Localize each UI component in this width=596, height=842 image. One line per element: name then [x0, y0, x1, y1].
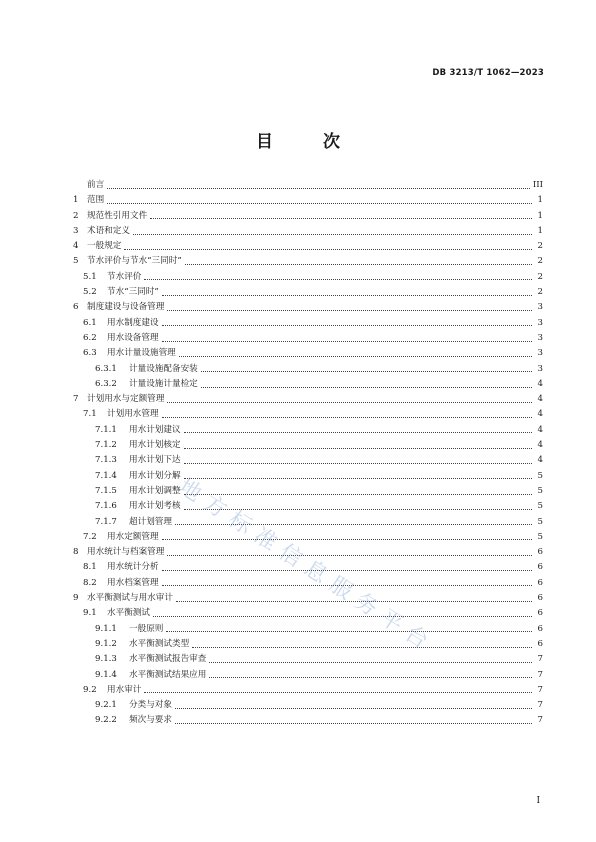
toc-entry-page: 7 — [537, 684, 543, 695]
toc-entry[interactable] — [73, 698, 543, 713]
toc-entry-number: 9.1.4 — [95, 669, 117, 680]
toc-entry-number: 6.1 — [83, 317, 97, 328]
toc-entry-title: 水平衡测试报告审查 — [129, 654, 207, 665]
toc-entry-number: 9.2 — [83, 684, 97, 695]
toc-entry[interactable] — [73, 683, 543, 698]
toc-entry-title: 一般规定 — [87, 241, 122, 252]
toc-entry-title: 用水审计 — [107, 684, 142, 695]
toc-entry-number: 8 — [73, 547, 79, 558]
toc-leader-dots — [162, 416, 532, 418]
toc-entry-title: 用水设备管理 — [107, 332, 159, 343]
toc-leader-dots — [107, 187, 530, 189]
toc-entry-page: 6 — [537, 547, 543, 558]
toc-leader-dots — [167, 309, 532, 311]
toc-leader-dots — [185, 263, 532, 265]
toc-entry-number: 7.1 — [83, 409, 97, 420]
toc-entry[interactable] — [73, 407, 543, 422]
toc-entry-page: 7 — [537, 669, 543, 680]
toc-leader-dots — [150, 217, 532, 219]
toc-entry[interactable] — [73, 606, 543, 621]
toc-leader-dots — [153, 615, 532, 617]
toc-entry-page: 6 — [537, 623, 543, 634]
toc-leader-dots — [144, 278, 532, 280]
toc-leader-dots — [209, 661, 532, 663]
toc-entry-title: 节水评价与节水“三同时” — [87, 256, 182, 267]
toc-entry-title: 水平衡测试 — [107, 608, 150, 619]
toc-entry-number: 9.2.2 — [95, 715, 117, 726]
toc-entry-number: 9.1 — [83, 608, 97, 619]
toc-entry-number: 7.1.5 — [95, 485, 117, 496]
toc-entry-title: 用水计划建议 — [129, 424, 181, 435]
toc-entry-page: 7 — [537, 654, 543, 665]
toc-entry-title: 计量设施计量检定 — [129, 378, 198, 389]
toc-entry-title: 一般原则 — [129, 623, 164, 634]
toc-leader-dots — [124, 248, 532, 250]
toc-entry-title: 超计划管理 — [129, 516, 172, 527]
toc-leader-dots — [133, 233, 532, 235]
toc-entry-number: 8.2 — [83, 577, 97, 588]
toc-entry-title: 用水统计分析 — [107, 562, 159, 573]
toc-entry-number: 7.1.6 — [95, 501, 117, 512]
toc-entry-title: 制度建设与设备管理 — [87, 302, 165, 313]
toc-leader-dots — [184, 477, 532, 479]
toc-entry-page: 1 — [537, 225, 543, 236]
toc-entry-number: 1 — [73, 195, 79, 206]
toc-entry-number: 6.3.2 — [95, 378, 117, 389]
toc-leader-dots — [184, 462, 532, 464]
toc-leader-dots — [184, 447, 532, 449]
toc-entry[interactable] — [73, 453, 543, 468]
toc-entry-number: 5.2 — [83, 287, 97, 298]
toc-entry-title: 用水计划核定 — [129, 440, 181, 451]
toc-entry-page: 1 — [537, 210, 543, 221]
toc-entry-page: 5 — [537, 501, 543, 512]
toc-entry[interactable] — [73, 668, 543, 683]
toc-entry[interactable] — [73, 392, 543, 407]
toc-entry-number: 5.1 — [83, 271, 97, 282]
toc-entry[interactable] — [73, 622, 543, 637]
toc-entry-title: 规范性引用文件 — [87, 210, 148, 221]
toc-entry-page: 2 — [537, 256, 543, 267]
toc-entry-page: 3 — [537, 317, 543, 328]
toc-entry-number: 7.1.3 — [95, 455, 117, 466]
toc-entry-title: 分类与对象 — [129, 700, 172, 711]
toc-leader-dots — [107, 202, 532, 204]
toc-leader-dots — [175, 722, 532, 724]
toc-entry-number: 7.1.7 — [95, 516, 117, 527]
page-number: I — [536, 796, 540, 806]
toc-entry-title: 水平衡测试与用水审计 — [87, 593, 173, 604]
toc-entry-page: 5 — [537, 470, 543, 481]
toc-entry-number: 6.3.1 — [95, 363, 117, 374]
toc-entry-number: 9.1.1 — [95, 623, 117, 634]
watermark: 地方标准信息服务平台 — [173, 474, 439, 659]
toc-entry[interactable] — [73, 484, 543, 499]
toc-entry-page: 2 — [537, 271, 543, 282]
toc-entry[interactable] — [73, 469, 543, 484]
toc-entry-title: 用水计划考核 — [129, 501, 181, 512]
toc-entry-page: 4 — [537, 409, 543, 420]
toc-leader-dots — [179, 355, 532, 357]
toc-entry[interactable] — [73, 499, 543, 514]
toc-entry[interactable] — [73, 300, 543, 315]
toc-entry-title: 节水评价 — [107, 271, 142, 282]
toc-entry[interactable] — [73, 285, 543, 300]
toc-entry-number: 6.3 — [83, 348, 97, 359]
toc-entry-number: 5 — [73, 256, 79, 267]
document-code: DB 3213/T 1062—2023 — [432, 68, 544, 78]
toc-entry[interactable] — [73, 224, 543, 239]
toc-entry-title: 范围 — [87, 195, 105, 206]
toc-entry-number: 8.1 — [83, 562, 97, 573]
toc-entry-page: 3 — [537, 348, 543, 359]
toc-entry-title: 术语和定义 — [87, 225, 130, 236]
toc-leader-dots — [167, 401, 532, 403]
toc-entry[interactable] — [73, 178, 543, 193]
toc-entry-number: 7.2 — [83, 531, 97, 542]
toc-entry-title: 用水计划下达 — [129, 455, 181, 466]
toc-entry-number: 4 — [73, 241, 79, 252]
toc-entry[interactable] — [73, 209, 543, 224]
toc-entry-number: 9.1.2 — [95, 638, 117, 649]
toc-entry-page: 4 — [537, 455, 543, 466]
toc-entry-page: 6 — [537, 638, 543, 649]
toc-entry-number: 2 — [73, 210, 79, 221]
toc-entry[interactable] — [73, 362, 543, 377]
toc-leader-dots — [144, 691, 532, 693]
toc-entry-title: 用水定额管理 — [107, 531, 159, 542]
toc-entry-title: 用水计量设施管理 — [107, 348, 176, 359]
toc-entry-page: 6 — [537, 562, 543, 573]
toc-leader-dots — [162, 324, 532, 326]
toc-entry[interactable] — [73, 270, 543, 285]
toc-entry-page: 4 — [537, 440, 543, 451]
toc-entry-page: 6 — [537, 577, 543, 588]
toc-entry-number: 9 — [73, 593, 79, 604]
toc-entry[interactable] — [73, 316, 543, 331]
toc-entry-page: 5 — [537, 516, 543, 527]
toc-leader-dots — [184, 493, 532, 495]
toc-leader-dots — [175, 707, 532, 709]
toc-entry-title: 用水统计与档案管理 — [87, 547, 165, 558]
toc-entry-title: 节水“三同时” — [107, 287, 159, 298]
toc-entry[interactable] — [73, 423, 543, 438]
toc-entry[interactable] — [73, 193, 543, 208]
toc-entry-page: 3 — [537, 302, 543, 313]
toc-entry-title: 用水制度建设 — [107, 317, 159, 328]
toc-entry-page: 7 — [537, 715, 543, 726]
toc-entry-title: 水平衡测试结果应用 — [129, 669, 207, 680]
toc-entry-title: 前言 — [87, 180, 105, 190]
toc-entry-number: 3 — [73, 225, 79, 236]
toc-entry[interactable] — [73, 652, 543, 667]
toc-entry[interactable] — [73, 346, 543, 361]
toc-entry-number: 6 — [73, 302, 79, 313]
toc-leader-dots — [162, 340, 532, 342]
toc-leader-dots — [167, 554, 532, 556]
toc-entry-page: 6 — [537, 593, 543, 604]
toc-leader-dots — [162, 569, 532, 571]
toc-leader-dots — [184, 431, 532, 433]
toc-entry-number: 7.1.4 — [95, 470, 117, 481]
toc-entry-page: 2 — [537, 287, 543, 298]
toc-entry[interactable] — [73, 515, 543, 530]
toc-entry-title: 频次与要求 — [129, 715, 172, 726]
toc-entry-number: 6.2 — [83, 332, 97, 343]
toc-entry-page: 4 — [537, 378, 543, 389]
toc-entry[interactable] — [73, 331, 543, 346]
page-title: 目 次 — [256, 132, 362, 152]
toc-entry-page: III — [532, 180, 543, 190]
toc-entry-number: 9.1.3 — [95, 654, 117, 665]
toc-entry[interactable] — [73, 254, 543, 269]
toc-leader-dots — [162, 294, 532, 296]
toc-entry-page: 4 — [537, 424, 543, 435]
toc-entry-page: 5 — [537, 531, 543, 542]
toc-leader-dots — [166, 630, 532, 632]
table-of-contents — [73, 178, 543, 729]
toc-entry[interactable] — [73, 530, 543, 545]
toc-entry[interactable] — [73, 637, 543, 652]
toc-entry-title: 用水计划分解 — [129, 470, 181, 481]
toc-entry-title: 计划用水与定额管理 — [87, 394, 165, 405]
toc-entry-page: 3 — [537, 363, 543, 374]
toc-leader-dots — [192, 646, 532, 648]
toc-entry[interactable] — [73, 239, 543, 254]
toc-entry-page: 4 — [537, 394, 543, 405]
toc-entry-number: 7 — [73, 394, 79, 405]
toc-entry-page: 2 — [537, 241, 543, 252]
toc-entry[interactable] — [73, 377, 543, 392]
toc-entry-page: 7 — [537, 700, 543, 711]
toc-entry[interactable] — [73, 591, 543, 606]
toc-entry-number: 7.1.2 — [95, 440, 117, 451]
toc-leader-dots — [201, 386, 532, 388]
toc-entry-page: 1 — [537, 195, 543, 206]
toc-entry-page: 3 — [537, 332, 543, 343]
toc-leader-dots — [162, 538, 532, 540]
toc-leader-dots — [209, 676, 532, 678]
toc-entry-title: 计划用水管理 — [107, 409, 159, 420]
toc-entry-title: 计量设施配备安装 — [129, 363, 198, 374]
toc-entry-number: 9.2.1 — [95, 700, 117, 711]
toc-entry-title: 水平衡测试类型 — [129, 638, 190, 649]
toc-leader-dots — [201, 370, 532, 372]
toc-entry[interactable] — [73, 438, 543, 453]
toc-entry-page: 5 — [537, 485, 543, 496]
toc-entry-title: 用水档案管理 — [107, 577, 159, 588]
toc-entry-number: 7.1.1 — [95, 424, 117, 435]
toc-entry-title: 用水计划调整 — [129, 485, 181, 496]
toc-entry[interactable] — [73, 713, 543, 728]
toc-entry-page: 6 — [537, 608, 543, 619]
